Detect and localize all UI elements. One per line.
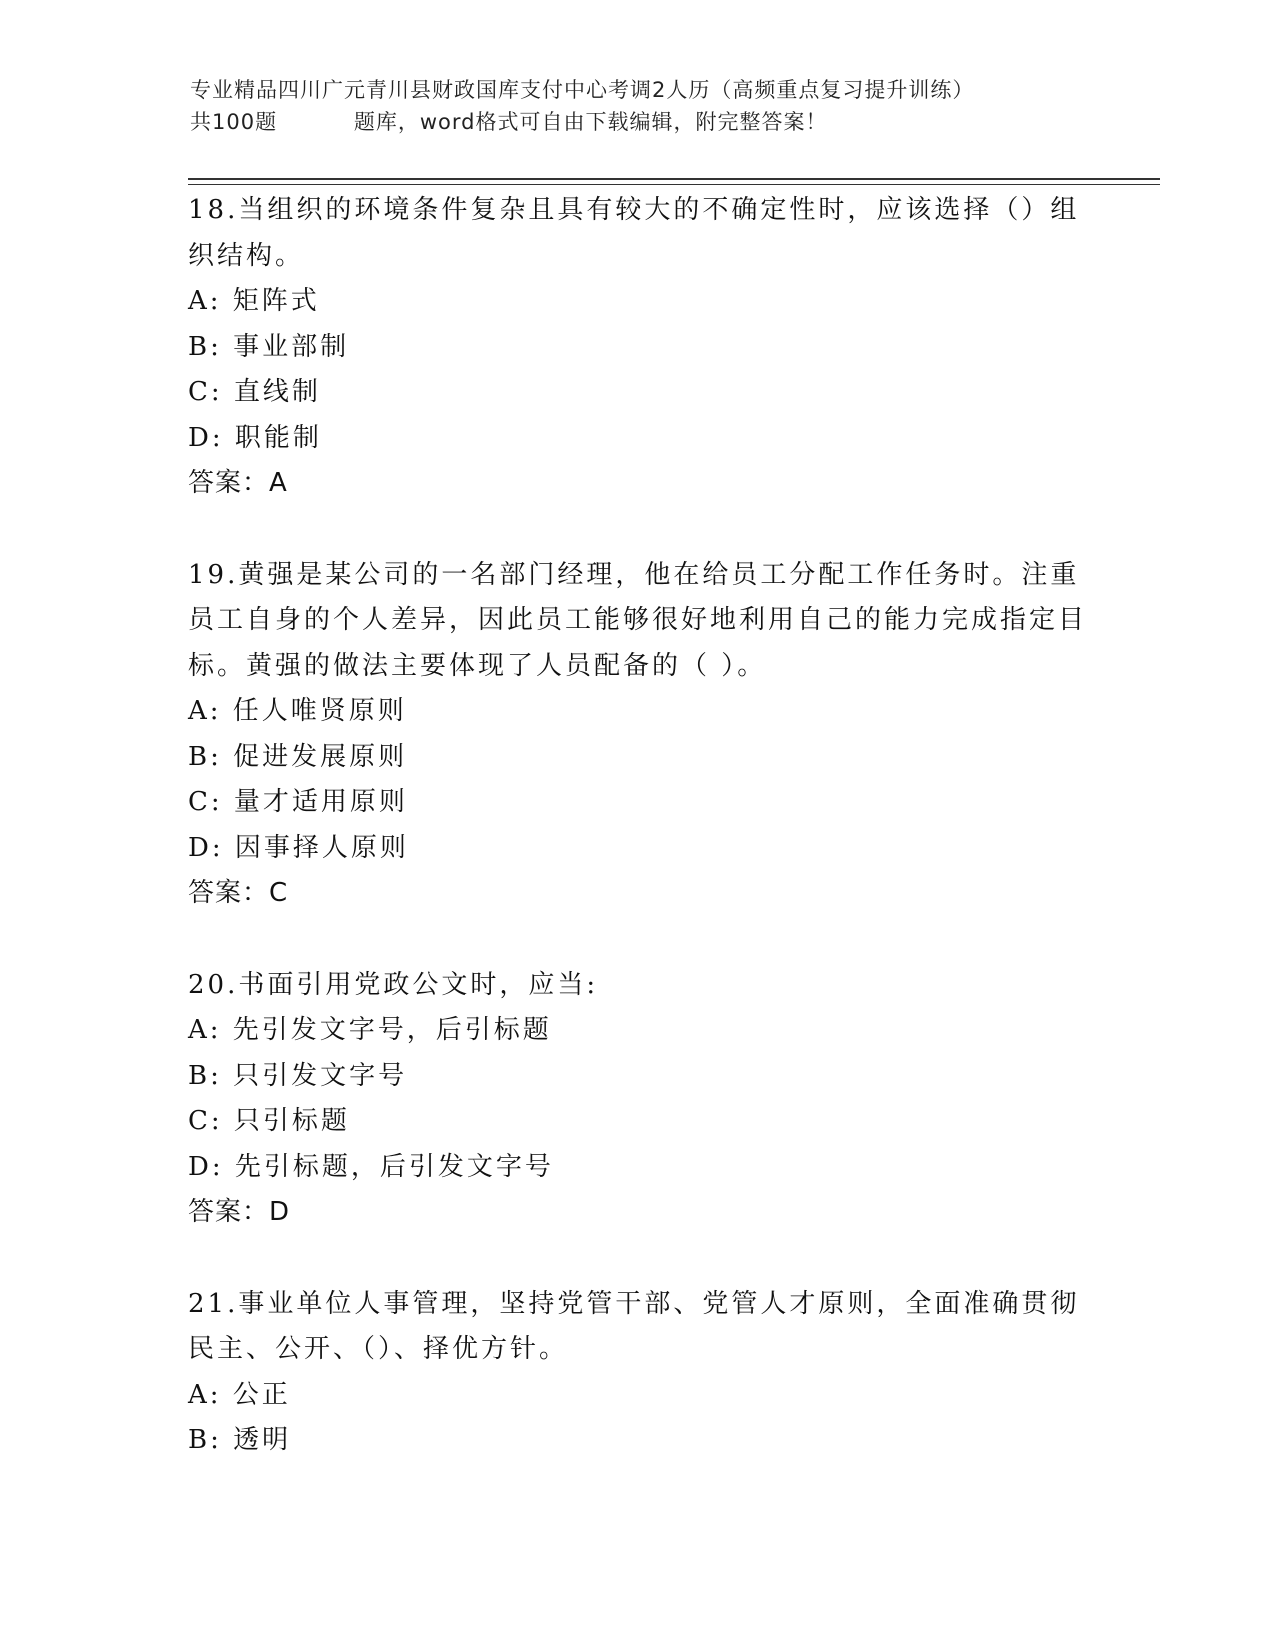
option-b: B: 事业部制 <box>188 331 350 362</box>
option-b: B: 促进发展原则 <box>188 741 408 772</box>
option-b: B: 只引发文字号 <box>188 1060 408 1091</box>
option-c: C: 只引标题 <box>188 1106 350 1136</box>
question-text: 19.黄强是某公司的一名部门经理，他在给员工分配工作任务时。注重员工自身的个人差异，因此员工能够很好地利用自己的能力完成指定目标。黄强的做法主要体现了人员配备的（ ）。 <box>188 559 1088 681</box>
question-text: 18.当组织的环境条件复杂且具有较大的不确定性时，应该选择（）组织结构。 <box>188 195 1080 271</box>
option-a: A: 公正 <box>188 1379 291 1410</box>
option-a: A: 任人唯贤原则 <box>188 696 407 726</box>
option-a: A: 先引发文字号，后引标题 <box>188 1015 552 1045</box>
answer-line <box>188 871 1088 917</box>
option-c: C: 量才适用原则 <box>188 787 408 817</box>
option-d: D: 因事择人原则 <box>188 832 409 863</box>
question-text: 21.事业单位人事管理，坚持党管干部、党管人才原则，全面准确贯彻民主、公开、（）、择优方针。 <box>188 1288 1080 1364</box>
header-divider-thin <box>188 184 1160 185</box>
answer-line <box>188 461 1088 507</box>
option-b: B: 透明 <box>188 1425 292 1455</box>
question-20 <box>188 963 1088 1236</box>
question-18 <box>188 188 1088 507</box>
option-d: D: 职能制 <box>188 422 322 453</box>
answer-line <box>188 1190 1088 1236</box>
document-header <box>190 74 1090 138</box>
answer-value: C <box>269 878 289 908</box>
option-d: D: 先引标题，后引发文字号 <box>188 1151 554 1182</box>
question-list <box>188 188 1088 1510</box>
question-21 <box>188 1282 1088 1464</box>
answer-value: A <box>269 468 288 498</box>
answer-label: 答案： <box>188 878 270 908</box>
header-title-line1: 专业精品四川广元青川县财政国库支付中心考调2人历（高频重点复习提升训练） <box>190 78 975 102</box>
question-19 <box>188 553 1088 917</box>
answer-label: 答案： <box>188 468 270 498</box>
header-title-line2: 共100题 题库，word格式可自由下载编辑，附完整答案！ <box>190 110 828 134</box>
option-a: A: 矩阵式 <box>188 286 320 316</box>
answer-value: D <box>269 1197 291 1227</box>
header-divider-thick <box>188 178 1160 180</box>
question-text: 20.书面引用党政公文时，应当: <box>188 969 599 1000</box>
option-c: C: 直线制 <box>188 377 321 407</box>
answer-label: 答案： <box>188 1197 270 1227</box>
